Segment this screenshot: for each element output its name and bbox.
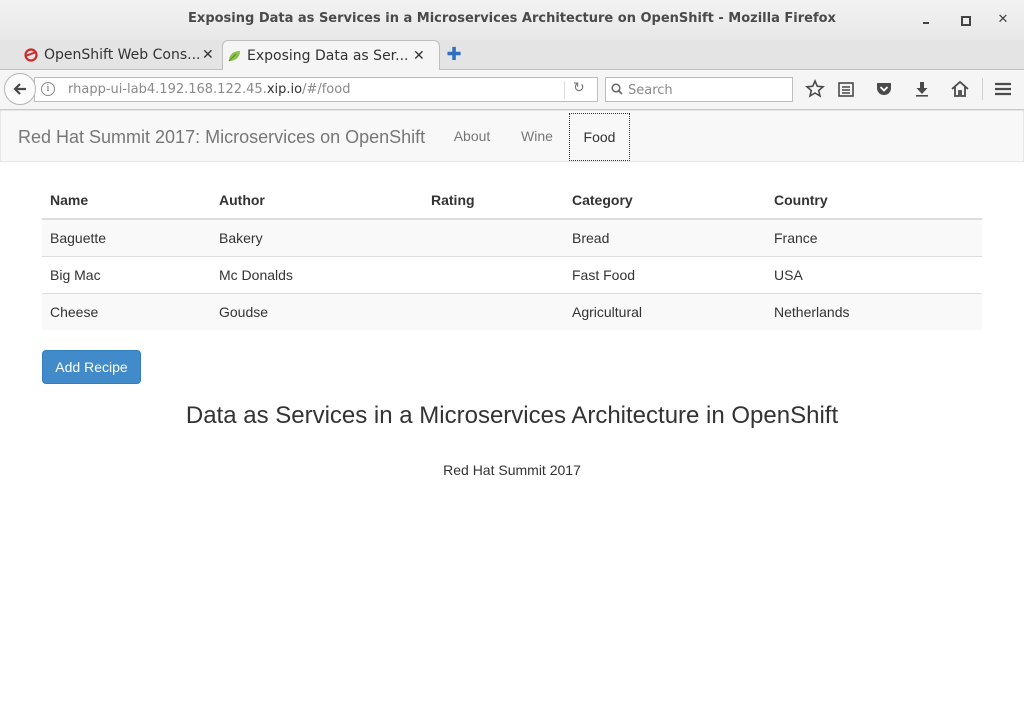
close-tab-icon[interactable]: ✕ [202, 47, 214, 63]
tab-openshift-console[interactable] [20, 40, 220, 70]
download-icon[interactable] [912, 79, 932, 99]
cell-country: Netherlands [766, 293, 982, 330]
url-prefix: rhapp-ui-lab4.192.168.122.45. [68, 82, 267, 97]
table-header-row [42, 182, 982, 219]
url-text[interactable] [68, 82, 350, 97]
minimize-icon[interactable] [916, 10, 936, 30]
tab-exposing-data[interactable] [222, 40, 440, 71]
cell-author: Goudse [211, 293, 423, 330]
url-path: /#/food [302, 82, 351, 97]
maximize-icon[interactable] [955, 10, 975, 30]
back-button[interactable] [4, 73, 36, 105]
app-navbar [0, 110, 1024, 162]
nav-food[interactable]: Food [569, 113, 630, 161]
cell-rating [423, 219, 564, 256]
cell-country: France [766, 219, 982, 256]
window-title: Exposing Data as Services in a Microservices Architecture on OpenShift - Mozilla Firefox [188, 11, 836, 26]
openshift-icon [24, 48, 38, 62]
leaf-icon [227, 49, 241, 63]
tab-strip [0, 40, 1024, 70]
recipes-table [42, 182, 982, 330]
table-row[interactable] [42, 219, 982, 256]
home-icon[interactable] [950, 79, 970, 99]
column-header-author: Author [211, 182, 423, 219]
cell-category: Agricultural [564, 293, 766, 330]
cell-category: Fast Food [564, 256, 766, 293]
app-brand[interactable]: Red Hat Summit 2017: Microservices on OpenShift [18, 127, 426, 147]
footer-subtitle: Red Hat Summit 2017 [443, 462, 581, 478]
close-window-icon[interactable]: ✕ [997, 12, 1009, 27]
url-host: xip.io [266, 82, 303, 97]
column-header-name: Name [42, 182, 211, 219]
table-row[interactable] [42, 256, 982, 293]
cell-category: Bread [564, 219, 766, 256]
pocket-icon[interactable] [874, 79, 894, 99]
tab-label: OpenShift Web Cons... [44, 47, 201, 63]
info-icon[interactable]: i [41, 82, 55, 96]
add-recipe-button[interactable]: Add Recipe [42, 350, 141, 384]
table-row[interactable] [42, 293, 982, 330]
cell-name: Baguette [42, 219, 211, 256]
toolbar-separator [982, 78, 983, 100]
nav-about[interactable]: About [453, 128, 491, 144]
search-icon [611, 83, 623, 95]
cell-country: USA [766, 256, 982, 293]
column-header-category: Category [564, 182, 766, 219]
url-separator [564, 81, 565, 99]
bookmarks-list-icon[interactable] [836, 79, 856, 99]
bookmark-star-icon[interactable] [805, 79, 825, 99]
footer-title: Data as Services in a Microservices Architecture in OpenShift [185, 402, 839, 429]
tab-label: Exposing Data as Ser... [247, 48, 409, 64]
cell-author: Bakery [211, 219, 423, 256]
new-tab-icon[interactable]: ✚ [446, 44, 462, 65]
cell-rating [423, 293, 564, 330]
column-header-rating: Rating [423, 182, 564, 219]
search-box[interactable] [605, 77, 793, 102]
window-titlebar [0, 0, 1024, 40]
nav-wine[interactable]: Wine [521, 128, 553, 144]
close-tab-icon[interactable]: ✕ [413, 48, 425, 64]
search-input[interactable] [628, 81, 788, 99]
back-arrow-icon [12, 81, 28, 97]
navigation-toolbar [0, 70, 1024, 110]
cell-rating [423, 256, 564, 293]
cell-author: Mc Donalds [211, 256, 423, 293]
column-header-country: Country [766, 182, 982, 219]
cell-name: Big Mac [42, 256, 211, 293]
cell-name: Cheese [42, 293, 211, 330]
url-bar[interactable] [34, 77, 598, 102]
hamburger-menu-icon[interactable] [993, 79, 1013, 99]
reload-icon[interactable]: ↻ [573, 80, 585, 96]
